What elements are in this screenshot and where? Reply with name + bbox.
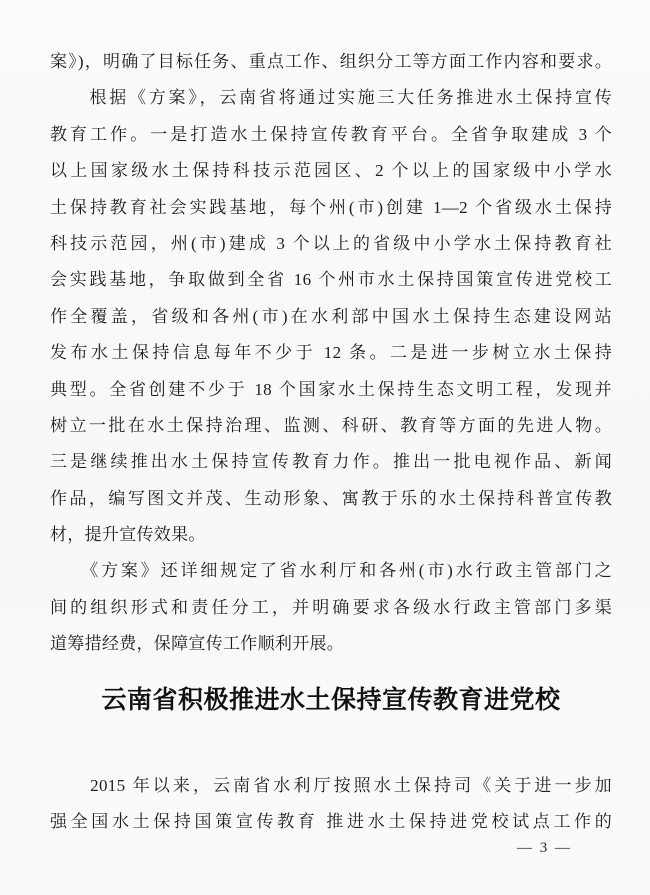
- section-title: 云南省积极推进水土保持宣传教育进党校: [101, 687, 561, 714]
- body-text-block: [50, 44, 612, 663]
- body-text-line: 案》)，明确了目标任务、重点工作、组织分工等方面工作内容和要求。: [50, 52, 612, 71]
- body-text-line: 发布水土保持信息每年不少于 12 条。二是进一步树立水土保持: [50, 343, 612, 363]
- body-text-line: 教育工作。一是打造水土保持宣传教育平台。全省争取建成 3 个: [50, 124, 612, 144]
- body-text-line: 间的组织形式和责任分工，并明确要求各级水行政主管部门多渠: [50, 597, 612, 617]
- body-text-line: 树立一批在水土保持治理、监测、科研、教育等方面的先进人物。: [50, 415, 612, 435]
- body-text-line: 2015 年以来，云南省水利厅按照水土保持司《关于进一步加: [50, 776, 612, 795]
- body-text-line: 作全覆盖，省级和各州(市)在水利部中国水土保持生态建设网站: [50, 306, 612, 326]
- body-text-line: 《方案》还详细规定了省水利厅和各州(市)水行政主管部门之: [50, 561, 612, 581]
- page-number: — 3 —: [517, 840, 572, 856]
- body-text-line: 三是继续推出水土保持宣传教育力作。推出一批电视作品、新闻: [50, 452, 612, 472]
- body-text-line: 以上国家级水土保持科技示范园区、2 个以上的国家级中小学水: [50, 161, 612, 181]
- body-text-line: 材，提升宣传效果。: [50, 525, 206, 545]
- continuation-text-block: [50, 768, 612, 841]
- body-text-line: 会实践基地，争取做到全省 16 个州市水土保持国策宣传进党校工: [50, 270, 612, 290]
- body-text-line: 土保持教育社会实践基地，每个州(市)创建 1—2 个省级水土保持: [50, 197, 612, 217]
- body-text-line: 强全国水土保持国策宣传教育 推进水土保持进党校试点工作的: [50, 812, 612, 832]
- body-text-line: 道筹措经费，保障宣传工作顺利开展。: [50, 634, 345, 654]
- body-text-line: 科技示范园，州(市)建成 3 个以上的省级中小学水土保持教育社: [50, 233, 612, 253]
- body-text-line: 典型。全省创建不少于 18 个国家水土保持生态文明工程，发现并: [50, 379, 612, 399]
- body-text-line: 作品，编写图文并茂、生动形象、寓教于乐的水土保持科普宣传教: [50, 488, 612, 508]
- body-text-line: 根据《方案》，云南省将通过实施三大任务推进水土保持宣传: [50, 88, 612, 108]
